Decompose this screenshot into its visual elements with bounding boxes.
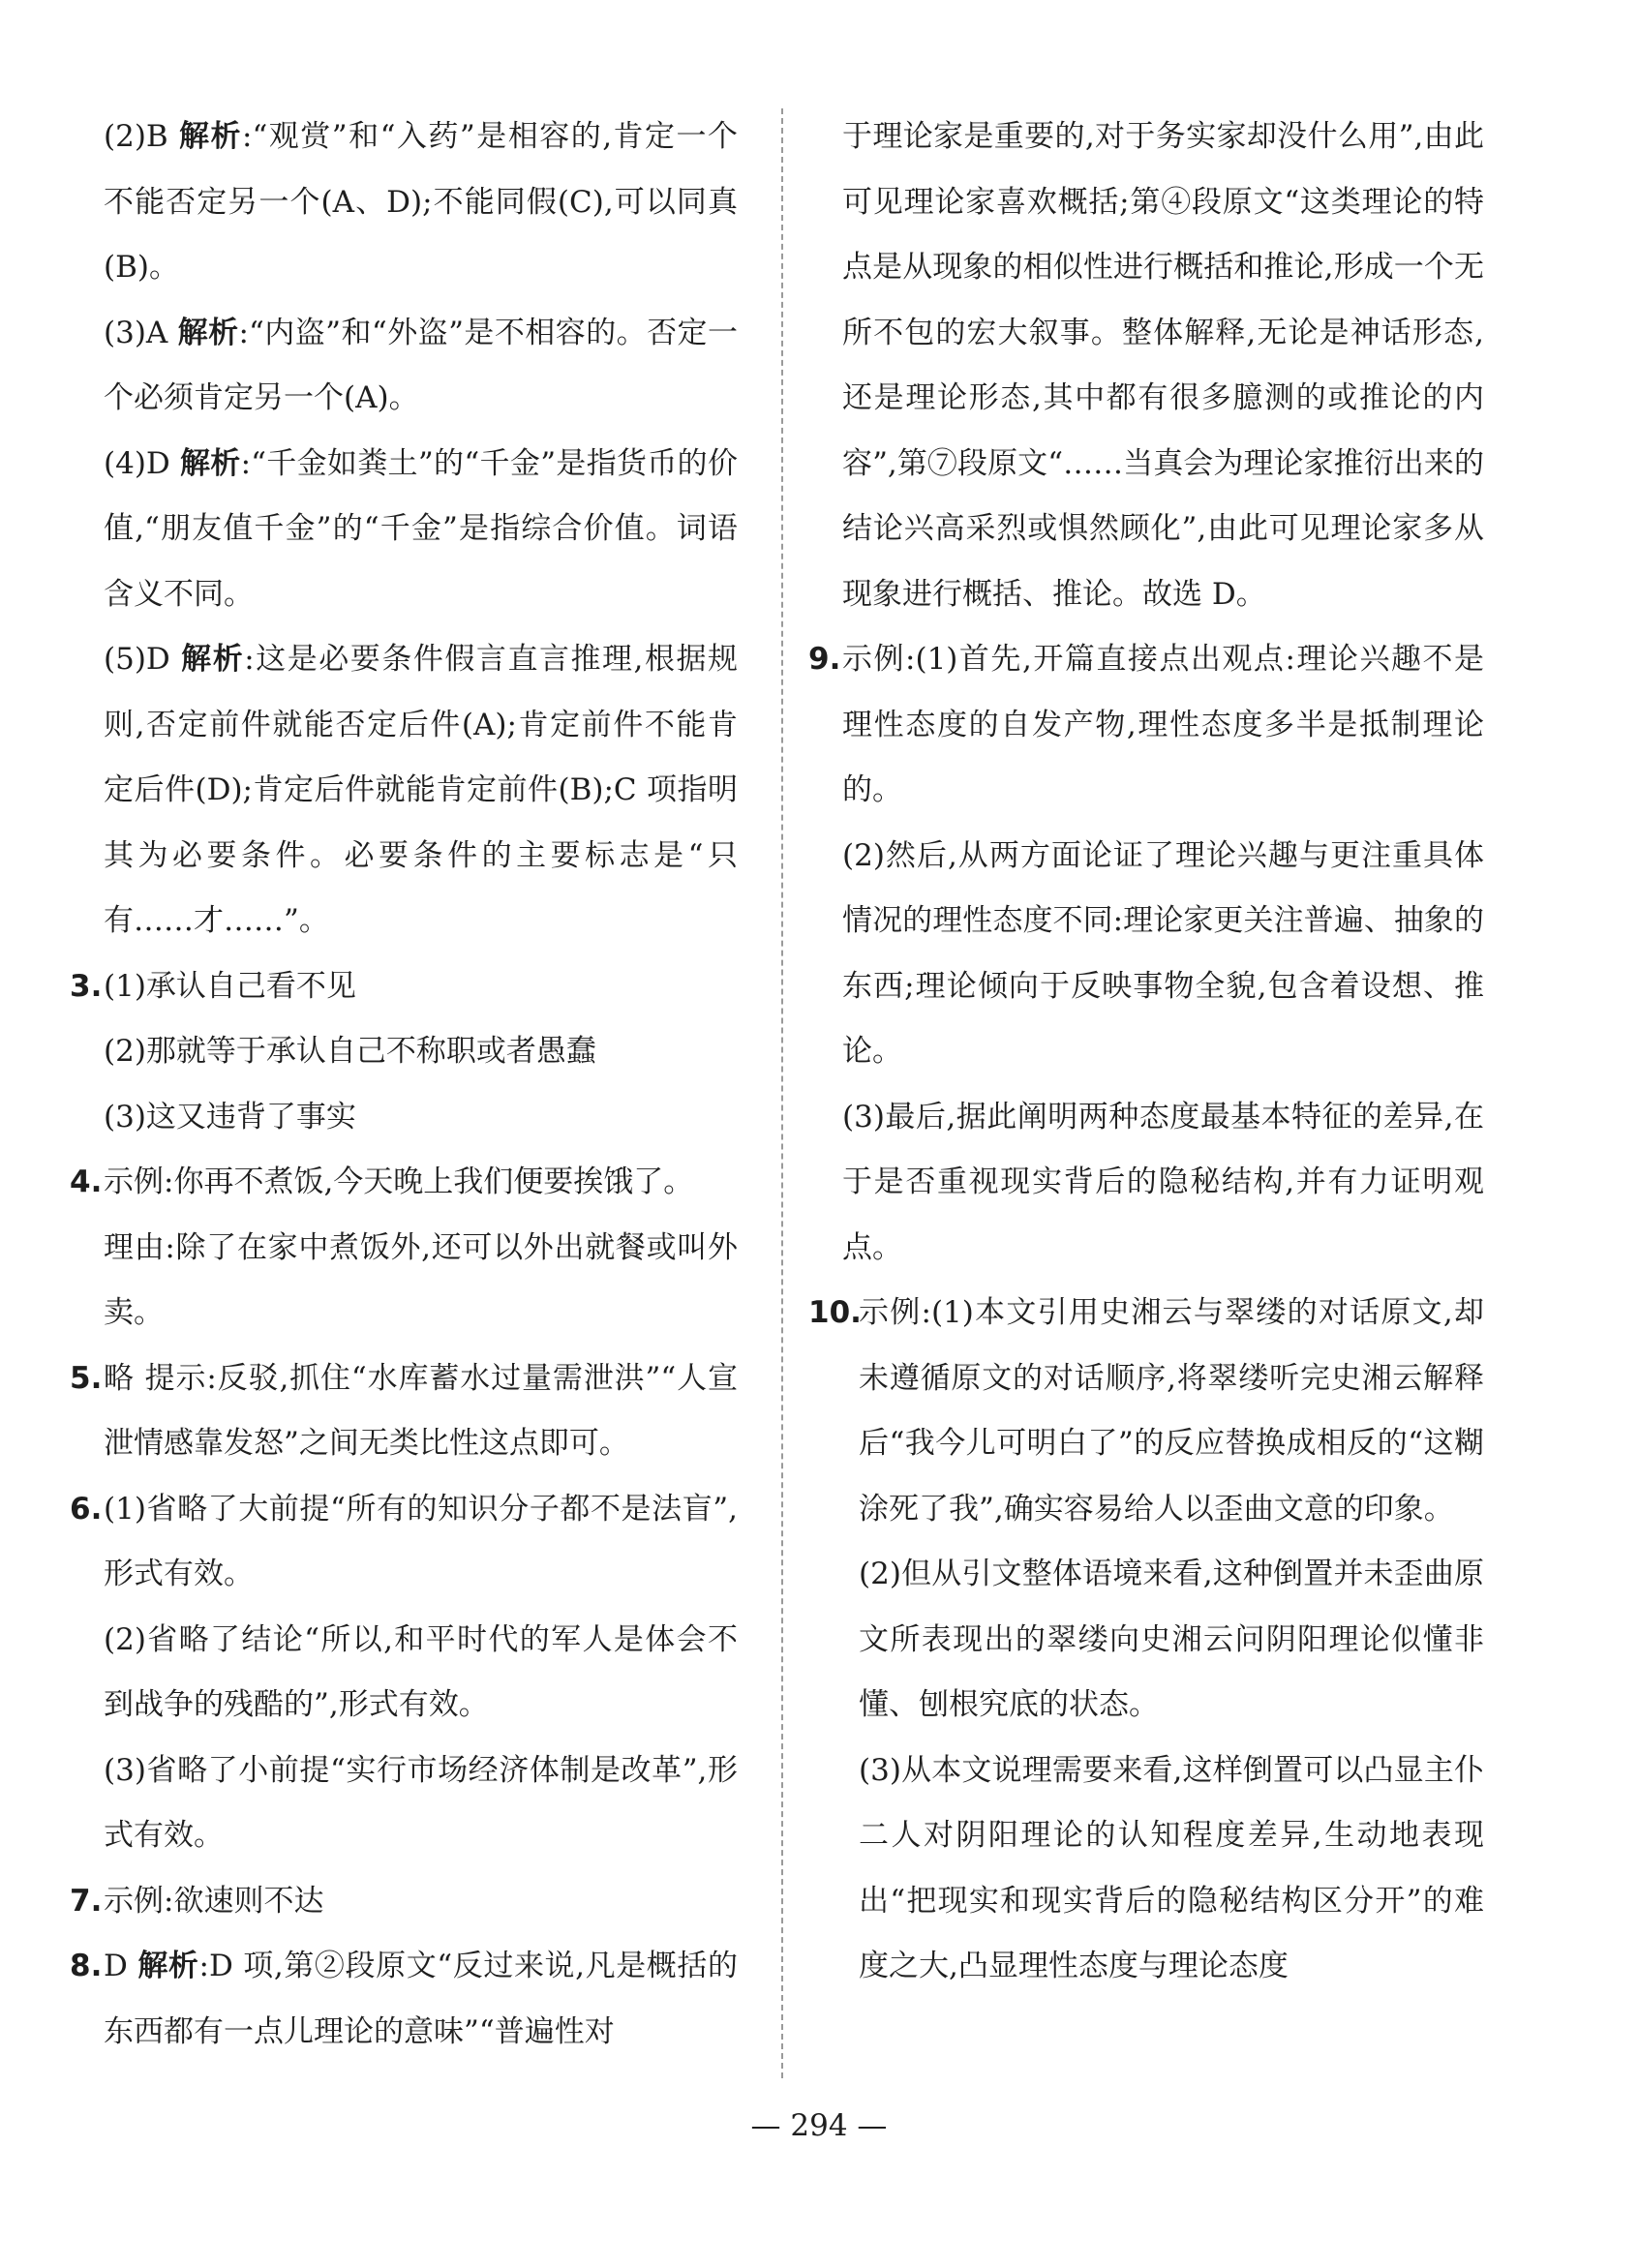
answer-line: (2)省略了结论“所以,和平时代的军人是体会不到战争的残酷的”,形式有效。 [104, 1621, 738, 1722]
question-3 [70, 954, 738, 1151]
question-number: 9. [808, 642, 841, 677]
answer-line: 略 提示:反驳,抓住“水库蓄水过量需泄洪”“人宣泄情感靠发怒”之间无类比性这点即可。 [104, 1360, 738, 1461]
question-10 [808, 1281, 1484, 2000]
answer-line: (1)承认自己看不见 [104, 968, 356, 1004]
question-number: 5. [70, 1360, 103, 1396]
answer-8-continued: 于理论家是重要的,对于务实家却没什么用”,由此可见理论家喜欢概括;第④段原文“这类理论的特点是从现象的相似性进行概括和推论,形成一个无所不包的宏大叙事。整体解释,无论是神话形态,还是理论形态,其中都有很多臆测的或推论的内容”,第⑦段原文“……当真会为理论家推衍出来的结论兴高采烈或惧然顾化”,由此可见理论家多从现象进行概括、推论。故选 D。 [842, 119, 1484, 612]
answer-line: (3)从本文说理需要来看,这样倒置可以凸显主仆二人对阴阳理论的认知程度差异,生动地表现出“把现实和现实背后的隐秘结构区分开”的难度之大,凸显理性态度与理论态度 [859, 1752, 1484, 1983]
question-7 [70, 1869, 738, 1935]
column-divider [781, 108, 783, 2078]
page-number: — 294 — [750, 2108, 888, 2143]
question-4 [70, 1150, 738, 1346]
answer-2-4: (4)D 解析:“千金如粪土”的“千金”是指货币的价值,“朋友值千金”的“千金”是指综合价值。词语含义不同。 [104, 445, 738, 612]
question-8 [70, 1934, 738, 2065]
answer-line: 理由:除了在家中煮饭外,还可以外出就餐或叫外卖。 [104, 1229, 738, 1330]
left-column [70, 105, 738, 2065]
answer-2-5: (5)D 解析:这是必要条件假言直言推理,根据规则,否定前件就能否定后件(A);肯定前件不能肯定后件(D);肯定后件就能肯定前件(B);C 项指明其为必要条件。必要条件的主要标志是“只有……才……”。 [104, 642, 739, 938]
question-6 [70, 1477, 738, 1869]
answer-line: (2)那就等于承认自己不称职或者愚蠢 [104, 1034, 596, 1069]
answer-line: (3)最后,据此阐明两种态度最基本特征的差异,在于是否重视现实背后的隐秘结构,并有力证明观点。 [842, 1099, 1484, 1265]
question-number: 3. [70, 968, 103, 1004]
answer-line: D 解析:D 项,第②段原文“反过来说,凡是概括的东西都有一点儿理论的意味”“普遍性对 [104, 1949, 738, 2049]
answer-line: (3)这又违背了事实 [104, 1099, 356, 1134]
answer-line: 示例:(1)本文引用史湘云与翠缕的对话原文,却未遵循原文的对话顺序,将翠缕听完史湘云解释后“我今儿可明白了”的反应替换成相反的“这糊涂死了我”,确实容易给人以歪曲文意的印象。 [859, 1295, 1484, 1527]
question-5 [70, 1346, 738, 1477]
answer-line: (1)省略了大前提“所有的知识分子都不是法盲”,形式有效。 [104, 1491, 738, 1591]
answer-line: (2)但从引文整体语境来看,这种倒置并未歪曲原文所表现出的翠缕向史湘云问阴阳理论似懂非懂、刨根究底的状态。 [859, 1557, 1484, 1722]
question-number: 10. [808, 1295, 862, 1330]
answer-2-2: (2)B 解析:“观赏”和“入药”是相容的,肯定一个不能否定另一个(A、D);不能同假(C),可以同真(B)。 [104, 119, 738, 285]
question-number: 4. [70, 1164, 103, 1199]
answer-line: 示例:欲速则不达 [104, 1883, 324, 1919]
answer-line: (3)省略了小前提“实行市场经济体制是改革”,形式有效。 [104, 1752, 738, 1853]
question-number: 7. [70, 1883, 103, 1919]
question-number: 6. [70, 1491, 103, 1527]
answer-line: 示例:你再不煮饭,今天晚上我们便要挨饿了。 [104, 1164, 694, 1199]
answer-line: (2)然后,从两方面论证了理论兴趣与更注重具体情况的理性态度不同:理论家更关注普遍、抽象的东西;理论倾向于反映事物全貌,包含着设想、推论。 [842, 837, 1484, 1069]
answer-2-3: (3)A 解析:“内盗”和“外盗”是不相容的。否定一个必须肯定另一个(A)。 [104, 315, 739, 415]
question-number: 8. [70, 1949, 103, 1983]
right-column [808, 105, 1484, 2000]
answer-line: 示例:(1)首先,开篇直接点出观点:理论兴趣不是理性态度的自发产物,理性态度多半是抵制理论的。 [842, 642, 1484, 807]
question-9 [808, 627, 1484, 1281]
